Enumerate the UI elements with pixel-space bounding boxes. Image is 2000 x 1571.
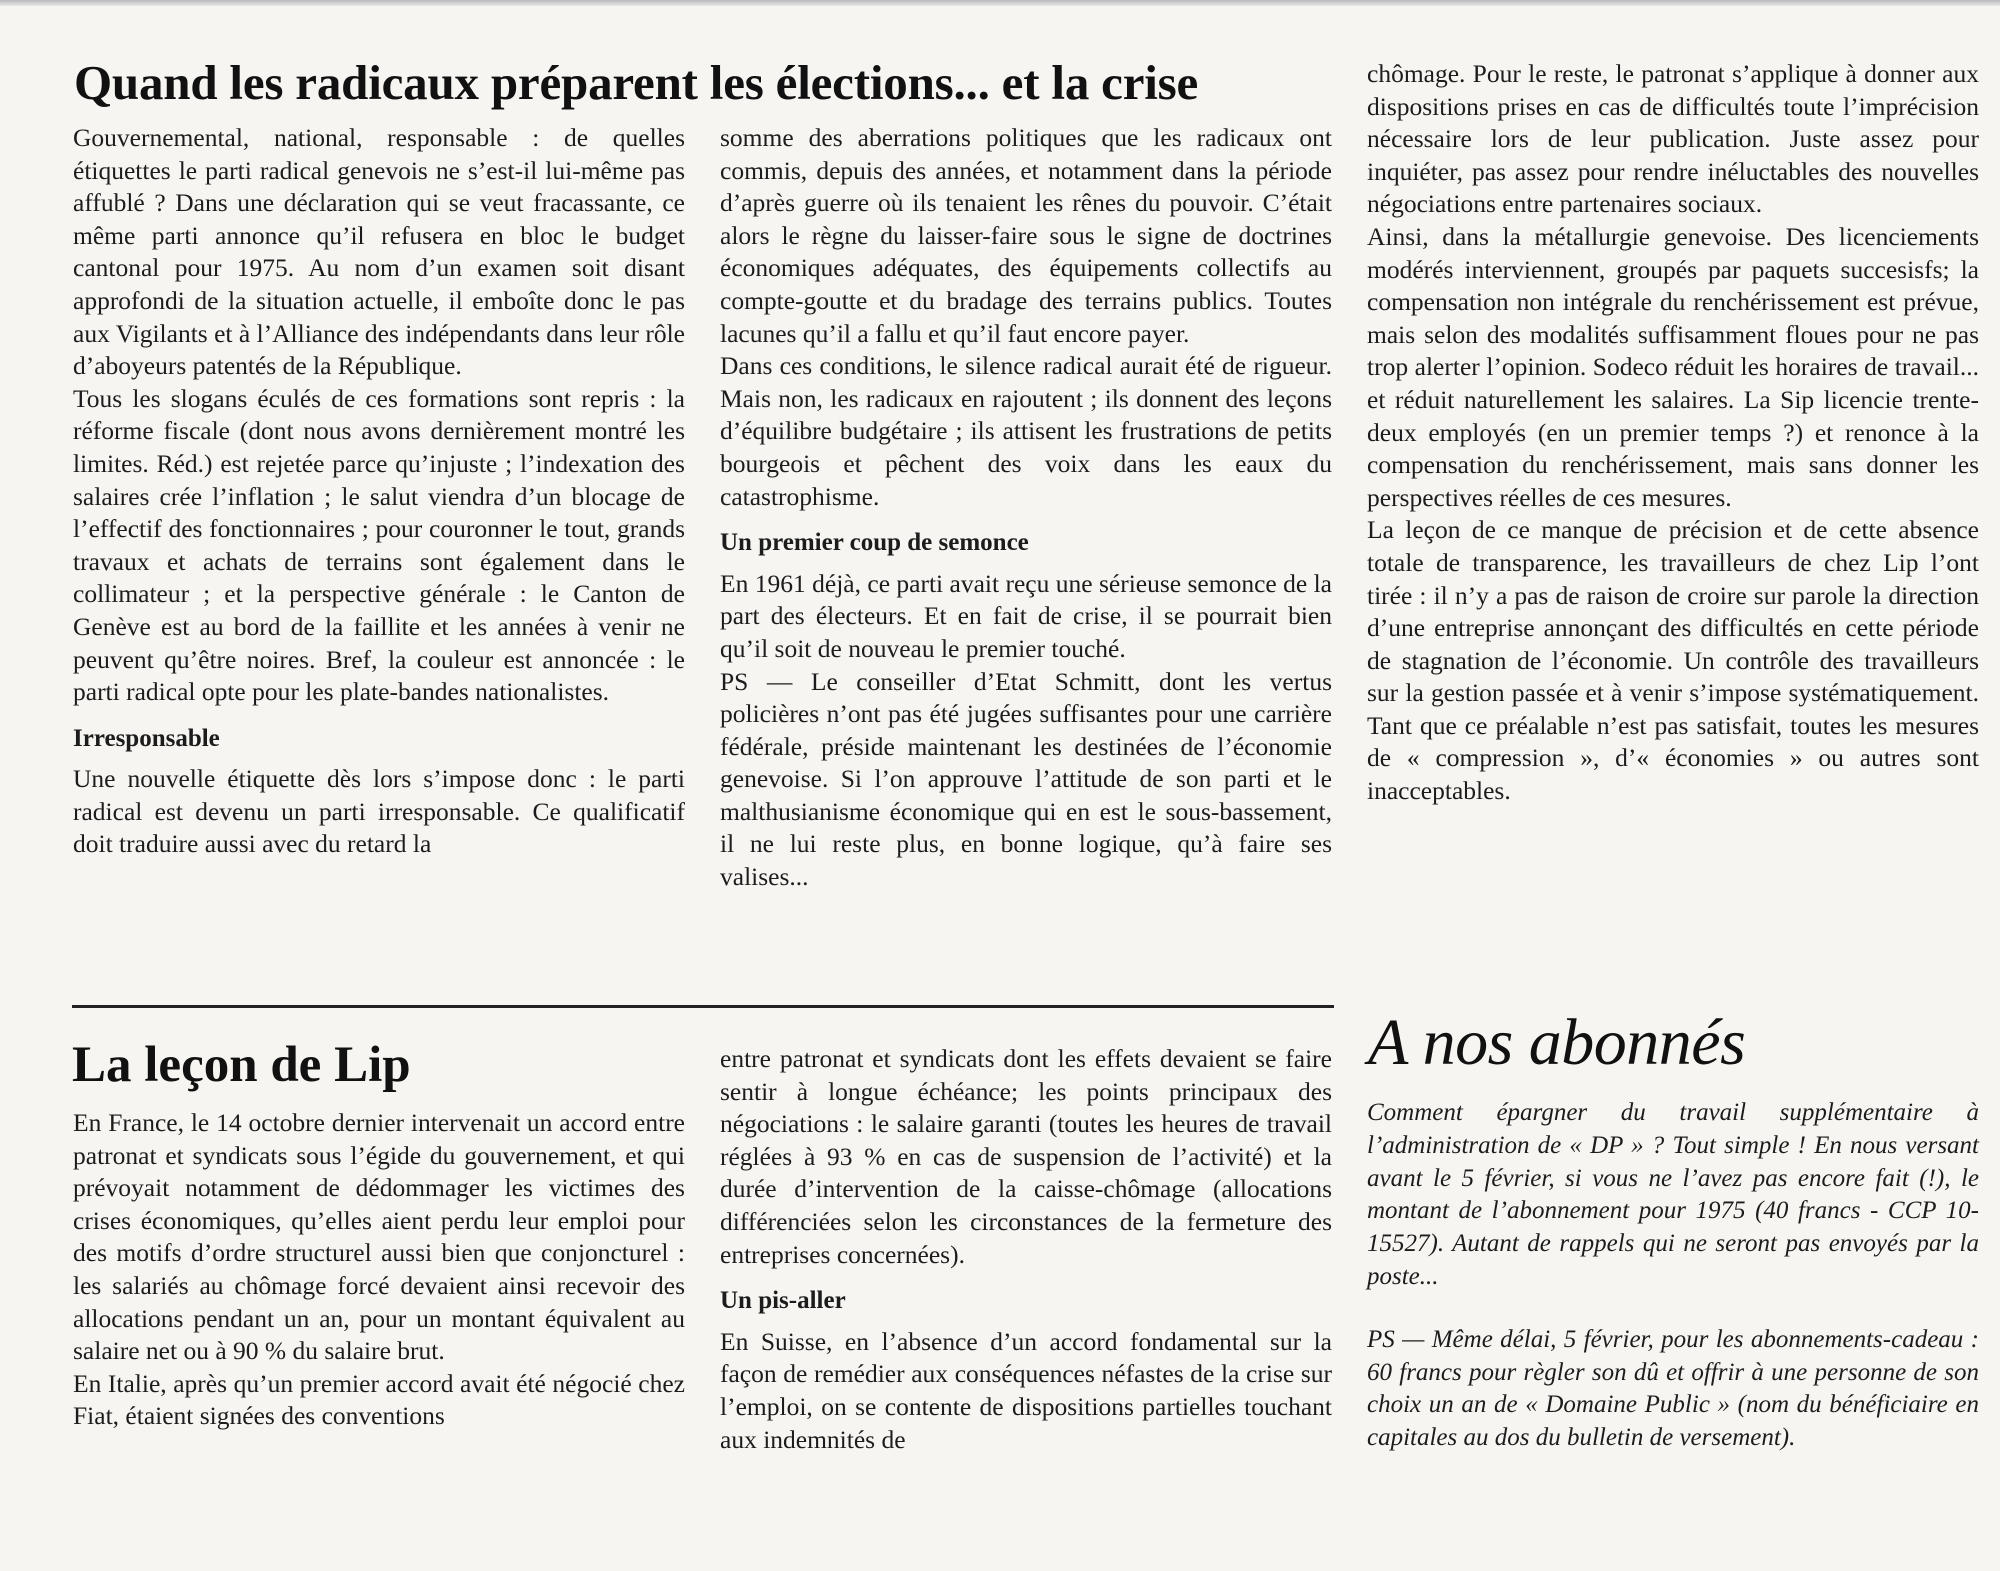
notice-abonnes-body: [1367, 1097, 1979, 1455]
paragraph: En Italie, après qu’un premier accord avait été négocié chez Fiat, étaient signées des conventions: [73, 1368, 685, 1431]
paragraph: chômage. Pour le reste, le patronat s’applique à donner aux dispositions prises en cas de difficultés toute l’imprécision nécessaire lors de leur publication. Juste assez pour inquiéter, pas assez pour rendre inéluctables des nouvelles négociations entre partenaires sociaux.: [1367, 59, 1979, 219]
paragraph: Ainsi, dans la métallurgie genevoise. Des licenciements modérés interviennent, groupés par paquets succesisfs; la compensation non intégrale du renchérissement est prévue, mais selon des modalités suffisamment floues pour ne pas trop alerter l’opinion. Sodeco réduit les horaires de travail... et réduit naturellement les salaires. La Sip licencie trente-deux employés (en un premier temps ?) et renonce à la compensation du renchérissement, mais sans donner les perspectives réelles de ces mesures.: [1367, 221, 1979, 512]
subheading-irresponsable: Irresponsable: [73, 724, 220, 752]
paragraph: Une nouvelle étiquette dès lors s’impose donc : le parti radical est devenu un parti irresponsable. Ce qualificatif doit traduire aussi avec du retard la: [73, 764, 685, 859]
paragraph: Tous les slogans éculés de ces formations sont repris : la réforme fiscale (dont nous avons dernièrement montré les limites. Réd.) est rejetée parce qu’injuste ; l’indexation des salaires crée l’inflation ; le salut viendra d’un blocage de l’effectif des fonctionnaires ; pour couronner le tout, grands travaux et achats de terrains sont également dans le collimateur ; et la perspective générale : le Canton de Genève est au bord de la faillite et les années à venir ne peuvent qu’être noires. Bref, la couleur est annoncée : le parti radical opte pour les plate-bandes nationalistes.: [73, 383, 685, 707]
paragraph-ps: PS — Même délai, 5 février, pour les abonnements-cadeau : 60 francs pour règler son dû et offrir à une personne de son choix un an de « Domaine Public » (nom du bénéficiaire en capitales au dos du bulletin de versement).: [1367, 1325, 1979, 1452]
article-lip-column-1: [73, 1107, 685, 1433]
article-radicaux-column-2: [720, 122, 1332, 894]
paragraph: entre patronat et syndicats dont les effets devaient se faire sentir à longue échéance; les points principaux des négociations : le salaire garanti (toutes les heures de travail réglées à 93 % en cas de suspension de l’activité) et la durée d’intervention de la caisse-chômage (allocations différenciées selon les circonstances de la fermeture des entreprises concernées).: [720, 1044, 1332, 1269]
page-top-edge: [0, 0, 2000, 6]
paragraph: Comment épargner du travail supplémentaire à l’administration de « DP » ? Tout simple ! En nous versant avant le 5 février, si vous ne l’avez pas encore fait (!), le montant de l’abonnement pour 1975 (40 francs - CCP 10-15527). Autant de rappels qui ne seront pas envoyés par la poste...: [1367, 1099, 1979, 1290]
column-3-continuation: [1367, 58, 1979, 808]
paragraph: La leçon de ce manque de précision et de cette absence totale de transparence, les travailleurs de chez Lip l’ont tirée : il n’y a pas de raison de croire sur parole la direction d’une entreprise annonçant des difficultés en cette période de stagnation de l’économie. Un contrôle des travailleurs sur la gestion passée et à venir s’impose systématiquement. Tant que ce préalable n’est pas satisfait, toutes les mesures de « compression », d’« économies » ou autres sont inacceptables.: [1367, 515, 1979, 806]
subheading-coup-de-semonce: Un premier coup de semonce: [720, 529, 1029, 557]
paragraph: Gouvernemental, national, responsable : de quelles étiquettes le parti radical genevois ne s’est-il lui-même pas affublé ? Dans une déclaration qui se veut fracassante, ce même parti annonce qu’il refusera en bloc le budget cantonal pour 1975. Au nom d’un examen soit disant approfondi de la situation actuelle, il emboîte donc le pas aux Vigilants et à l’Alliance des indépendants dans leur rôle d’aboyeurs patentés de la République.: [73, 123, 685, 381]
section-divider-rule: [72, 1005, 1334, 1008]
paragraph: En 1961 déjà, ce parti avait reçu une sérieuse semonce de la part des électeurs. Et en fait de crise, il se pourrait bien qu’il soit de nouveau le premier touché.: [720, 568, 1332, 663]
notice-title-abonnes: A nos abonnés: [1368, 1006, 1746, 1079]
paragraph: En Suisse, en l’absence d’un accord fondamental sur la façon de remédier aux conséquences néfastes de la crise sur l’emploi, on se contente de dispositions partielles touchant aux indemnités de: [720, 1326, 1332, 1454]
article-title-radicaux: Quand les radicaux préparent les élections... et la crise: [74, 55, 1199, 110]
article-lip-column-2: [720, 1043, 1332, 1456]
paragraph: Dans ces conditions, le silence radical aurait été de rigueur. Mais non, les radicaux en rajoutent ; ils donnent des leçons d’équilibre budgétaire ; ils attisent les frustrations de petits bourgeois et pêchent des voix dans les eaux du catastrophisme.: [720, 351, 1332, 511]
article-title-lip: La leçon de Lip: [72, 1037, 411, 1093]
subheading-pis-aller: Un pis-aller: [720, 1287, 846, 1315]
paragraph: En France, le 14 octobre dernier intervenait un accord entre patronat et syndicats sous l’égide du gouvernement, et qui prévoyait notamment de dédommager les victimes des crises économiques, qu’elles aient perdu leur emploi pour des motifs d’ordre structurel aussi bien que conjoncturel : les salariés au chômage forcé devaient ainsi recevoir des allocations pendant un an, pour un montant équivalent au salaire net ou à 90 % du salaire brut.: [73, 1108, 685, 1366]
article-radicaux-column-1: [73, 122, 685, 861]
paragraph-ps: PS — Le conseiller d’Etat Schmitt, dont les vertus policières n’ont pas été jugées suffisantes pour une carrière fédérale, préside maintenant les destinées de l’économie genevoise. Si l’on approuve l’attitude de son parti et le malthusianisme économique qui en est le sous-bassement, il ne lui reste plus, en bonne logique, qu’à faire ses valises...: [720, 666, 1332, 892]
paragraph: somme des aberrations politiques que les radicaux ont commis, depuis des années, et notamment dans la période d’après guerre où ils tenaient les rênes du pouvoir. C’était alors le règne du laisser-faire sous le signe de doctrines économiques adéquates, des équipements collectifs au compte-goutte et du bradage des terrains publics. Toutes lacunes qu’il a fallu et qu’il faut encore payer.: [720, 123, 1332, 348]
